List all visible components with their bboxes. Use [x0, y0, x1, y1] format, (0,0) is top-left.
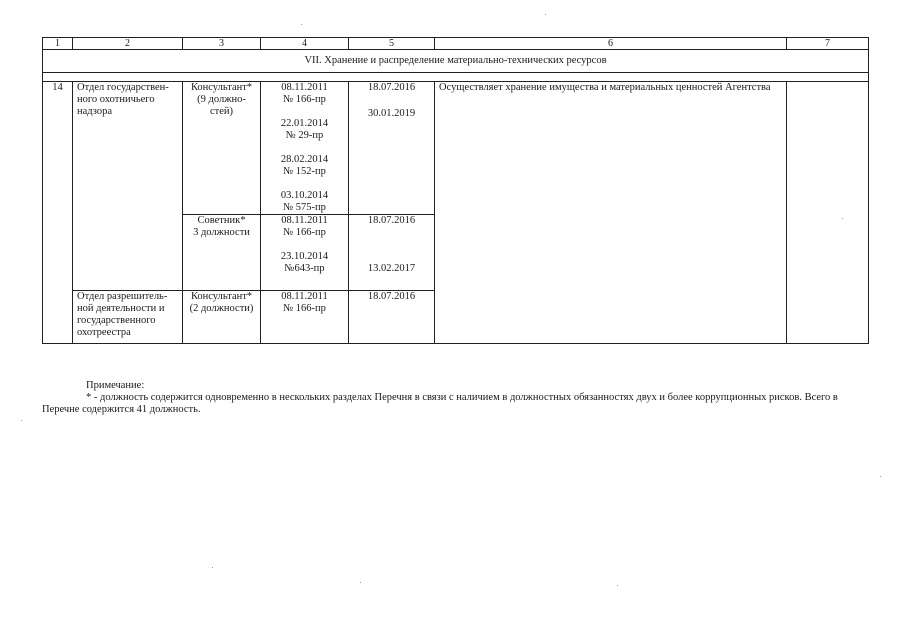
function-description: Осуществляет хранение имущества и материальных ценностей Агентства: [435, 82, 787, 344]
order-list: [261, 291, 349, 344]
order-number: № 166-пр: [283, 94, 326, 105]
scan-speck: [212, 567, 213, 568]
inclusion-date: 18.07.2016: [367, 82, 416, 93]
order-block: [265, 190, 344, 214]
order-block: [265, 82, 344, 106]
section-row: [43, 50, 869, 73]
department-name: [73, 82, 183, 291]
position-title-line: 3 должности: [193, 227, 250, 238]
order-date: 08.11.2011: [281, 82, 328, 93]
scan-speck: [21, 420, 22, 421]
column-number: 3: [183, 38, 261, 50]
section-title: VII. Хранение и распределение материально-технических ресурсов: [43, 50, 869, 73]
order-date: 22.01.2014: [280, 118, 329, 129]
corruption-risk-positions-table: [42, 37, 869, 344]
footnote: [42, 380, 862, 416]
position-title: [183, 291, 261, 344]
order-number: № 29-пр: [285, 130, 324, 141]
table-row: [43, 82, 869, 215]
row-number: 14: [43, 82, 73, 344]
inclusion-dates: [349, 215, 435, 291]
inclusion-dates: [349, 82, 435, 215]
order-number: № 152-пр: [283, 166, 326, 177]
department-name-line: Отдел разрешитель-: [77, 291, 168, 302]
department-name-line: государственного: [77, 315, 156, 326]
inclusion-dates: [349, 291, 435, 344]
position-title-line: стей): [209, 106, 234, 117]
scan-speck: [880, 476, 881, 477]
order-list: [261, 82, 349, 215]
inclusion-date: 13.02.2017: [367, 263, 416, 274]
department-name-line: ного охотничьего: [77, 94, 155, 105]
order-date: 03.10.2014: [280, 190, 329, 201]
order-date: 08.11.2011: [281, 291, 328, 302]
position-title: [183, 82, 261, 215]
position-title: [183, 215, 261, 291]
footnote-title: Примечание:: [86, 380, 145, 391]
order-number: № 166-пр: [283, 227, 326, 238]
scan-speck: [360, 582, 361, 583]
order-date: 08.11.2011: [281, 215, 328, 226]
department-name-line: охотреестра: [77, 327, 131, 338]
scan-speck: [617, 585, 618, 586]
column-number: 1: [43, 38, 73, 50]
position-title-line: Консультант*: [190, 82, 253, 93]
column-number: 4: [261, 38, 349, 50]
column-number: 5: [349, 38, 435, 50]
inclusion-date: 30.01.2019: [367, 108, 416, 119]
scan-speck: [545, 14, 546, 15]
scan-speck: [842, 218, 843, 219]
column-number: 6: [435, 38, 787, 50]
order-block: [265, 154, 344, 178]
spacer-row: [43, 73, 869, 82]
column-number-row: [43, 38, 869, 50]
position-title-line: (9 должно-: [197, 94, 246, 105]
order-block: [265, 291, 344, 315]
position-title-line: Консультант*: [190, 291, 253, 302]
position-title-line: Советник*: [197, 215, 246, 226]
department-name-line: надзора: [77, 106, 112, 117]
column-number: 2: [73, 38, 183, 50]
department-name-line: ной деятельности и: [77, 303, 165, 314]
position-title-line: (2 должности): [189, 303, 254, 314]
order-date: 28.02.2014: [280, 154, 329, 165]
order-number: №643-пр: [284, 263, 325, 274]
footnote-body: * - должность содержится одновременно в нескольких разделах Перечня в связи с наличием в должностных обязанностях двух и более коррупционных рисков. Всего в Перечне содержится 41 должность.: [42, 392, 838, 415]
scan-speck: [301, 24, 302, 25]
inclusion-date: 18.07.2016: [367, 291, 416, 302]
order-date: 23.10.2014: [280, 251, 329, 262]
order-list: [261, 215, 349, 291]
department-name: [73, 291, 183, 344]
order-block: [265, 251, 344, 275]
order-block: [265, 118, 344, 142]
department-name-line: Отдел государствен-: [77, 82, 169, 93]
spacer-cell: [43, 73, 869, 82]
order-number: № 166-пр: [283, 303, 326, 314]
order-number: № 575-пр: [283, 202, 326, 213]
column-number: 7: [787, 38, 869, 50]
column-7-cell: [787, 82, 869, 344]
order-block: [265, 215, 344, 239]
inclusion-date: 18.07.2016: [367, 215, 416, 226]
